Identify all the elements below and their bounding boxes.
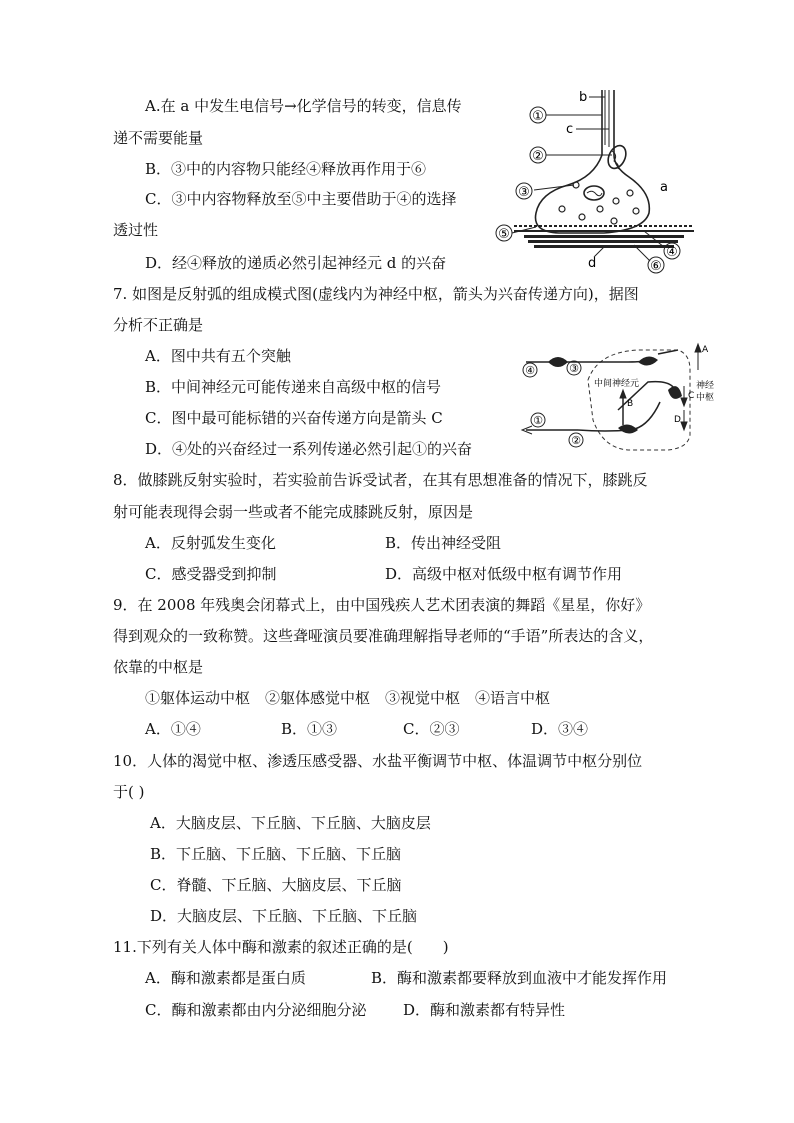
label-center-line2: 中枢 <box>696 393 715 403</box>
q7-option-a: A．图中共有五个突触 <box>145 347 291 365</box>
label-circled-3: ③ <box>569 362 579 375</box>
q11-option-a: A．酶和激素都是蛋白质 <box>145 969 306 987</box>
label-circled-2: ② <box>571 434 581 447</box>
neuron-body <box>618 424 638 433</box>
label-circled-1: ① <box>532 109 544 124</box>
q8-option-d: D．高级中枢对低级中枢有调节作用 <box>385 565 623 583</box>
q7-stem-line1: 7. 如图是反射弧的组成模式图(虚线内为神经中枢，箭头为兴奋传递方向)，据图 <box>113 285 639 303</box>
q7-option-c: C．图中最可能标错的兴奋传递方向是箭头 C <box>145 409 443 427</box>
label-b: b <box>579 90 588 105</box>
label-center-line1: 神经 <box>696 381 715 391</box>
q10-option-b: B．下丘脑、下丘脑、下丘脑、下丘脑 <box>150 845 402 863</box>
q8-stem-line2: 射可能表现得会弱一些或者不能完成膝跳反射，原因是 <box>113 503 474 521</box>
q6-option-d: D．经④释放的递质必然引起神经元 d 的兴奋 <box>145 254 447 272</box>
label-d: d <box>588 256 597 271</box>
q9-centers-list: ①躯体运动中枢 ②躯体感觉中枢 ③视觉中枢 ④语言中枢 <box>145 689 551 707</box>
q8-option-b: B．传出神经受阻 <box>385 534 502 552</box>
q9-option-a: A．①④ <box>145 720 201 738</box>
postsynaptic-cell <box>524 235 684 248</box>
label-circled-4: ④ <box>525 364 535 377</box>
q6-option-c-line2: 透过性 <box>113 221 159 239</box>
q9-stem-line3: 依靠的中枢是 <box>113 658 204 676</box>
q9-option-d: D．③④ <box>531 720 589 738</box>
neuron-body <box>548 357 568 367</box>
label-circled-1: ① <box>533 414 543 427</box>
q9-stem-line2: 得到观众的一致称赞。这些聋哑演员要准确理解指导老师的“手语”所表达的含义， <box>113 627 654 645</box>
q6-option-a-line1: A.在 a 中发生电信号→化学信号的转变，信息传 <box>145 97 462 115</box>
q9-stem-line1: 9．在 2008 年残奥会闭幕式上，由中国残疾人艺术团表演的舞蹈《星星，你好》 <box>113 596 651 614</box>
q11-option-d: D．酶和激素都有特异性 <box>403 1001 566 1019</box>
q7-option-d: D．④处的兴奋经过一系列传递必然引起①的兴奋 <box>145 440 473 458</box>
q8-option-a: A．反射弧发生变化 <box>145 534 276 552</box>
q10-stem-line2: 于( ) <box>113 783 145 801</box>
label-circled-4: ④ <box>666 245 678 260</box>
q11-stem: 11.下列有关人体中酶和激素的叙述正确的是( ) <box>113 938 449 956</box>
q11-option-b: B．酶和激素都要释放到血液中才能发挥作用 <box>371 969 668 987</box>
q6-option-c-line1: C．③中内容物释放至⑤中主要借助于④的选择 <box>145 190 457 208</box>
label-arrow-c: C <box>688 391 695 401</box>
label-arrow-d: D <box>674 415 681 425</box>
q9-option-c: C．②③ <box>403 720 460 738</box>
label-circled-5: ⑤ <box>498 227 510 242</box>
center-dashed-boundary <box>588 350 690 450</box>
neuron-body <box>668 386 682 399</box>
label-arrow-b: B <box>627 399 634 409</box>
label-a: a <box>660 180 668 195</box>
label-circled-2: ② <box>532 149 544 164</box>
synapse-figure <box>484 85 714 275</box>
q6-option-a-line2: 递不需要能量 <box>113 129 204 147</box>
label-circled-3: ③ <box>518 185 530 200</box>
label-interneuron: 中间神经元 <box>594 379 640 389</box>
q9-option-b: B．①③ <box>281 720 338 738</box>
q11-option-c: C．酶和激素都由内分泌细胞分泌 <box>145 1001 367 1019</box>
label-circled-6: ⑥ <box>650 259 662 274</box>
q7-stem-line2: 分析不正确是 <box>113 316 204 334</box>
q10-option-a: A．大脑皮层、下丘脑、下丘脑、大脑皮层 <box>150 814 431 832</box>
q8-stem-line1: 8．做膝跳反射实验时，若实验前告诉受试者，在其有思想准备的情况下，膝跳反 <box>113 471 648 489</box>
axon-outline <box>535 90 649 233</box>
q6-option-b: B．③中的内容物只能经④释放再作用于⑥ <box>145 160 427 178</box>
reflex-arc-figure <box>518 340 723 455</box>
q8-option-c: C．感受器受到抑制 <box>145 565 277 583</box>
neuron-body <box>638 356 658 365</box>
label-arrow-a: A <box>702 345 709 355</box>
q10-option-d: D．大脑皮层、下丘脑、下丘脑、下丘脑 <box>150 907 418 925</box>
q7-option-b: B．中间神经元可能传递来自高级中枢的信号 <box>145 378 442 396</box>
q10-option-c: C．脊髓、下丘脑、大脑皮层、下丘脑 <box>150 876 402 894</box>
mitochondrion <box>605 143 630 172</box>
q10-stem-line1: 10．人体的渴觉中枢、渗透压感受器、水盐平衡调节中枢、体温调节中枢分别位 <box>113 752 643 770</box>
label-c: c <box>566 122 574 137</box>
